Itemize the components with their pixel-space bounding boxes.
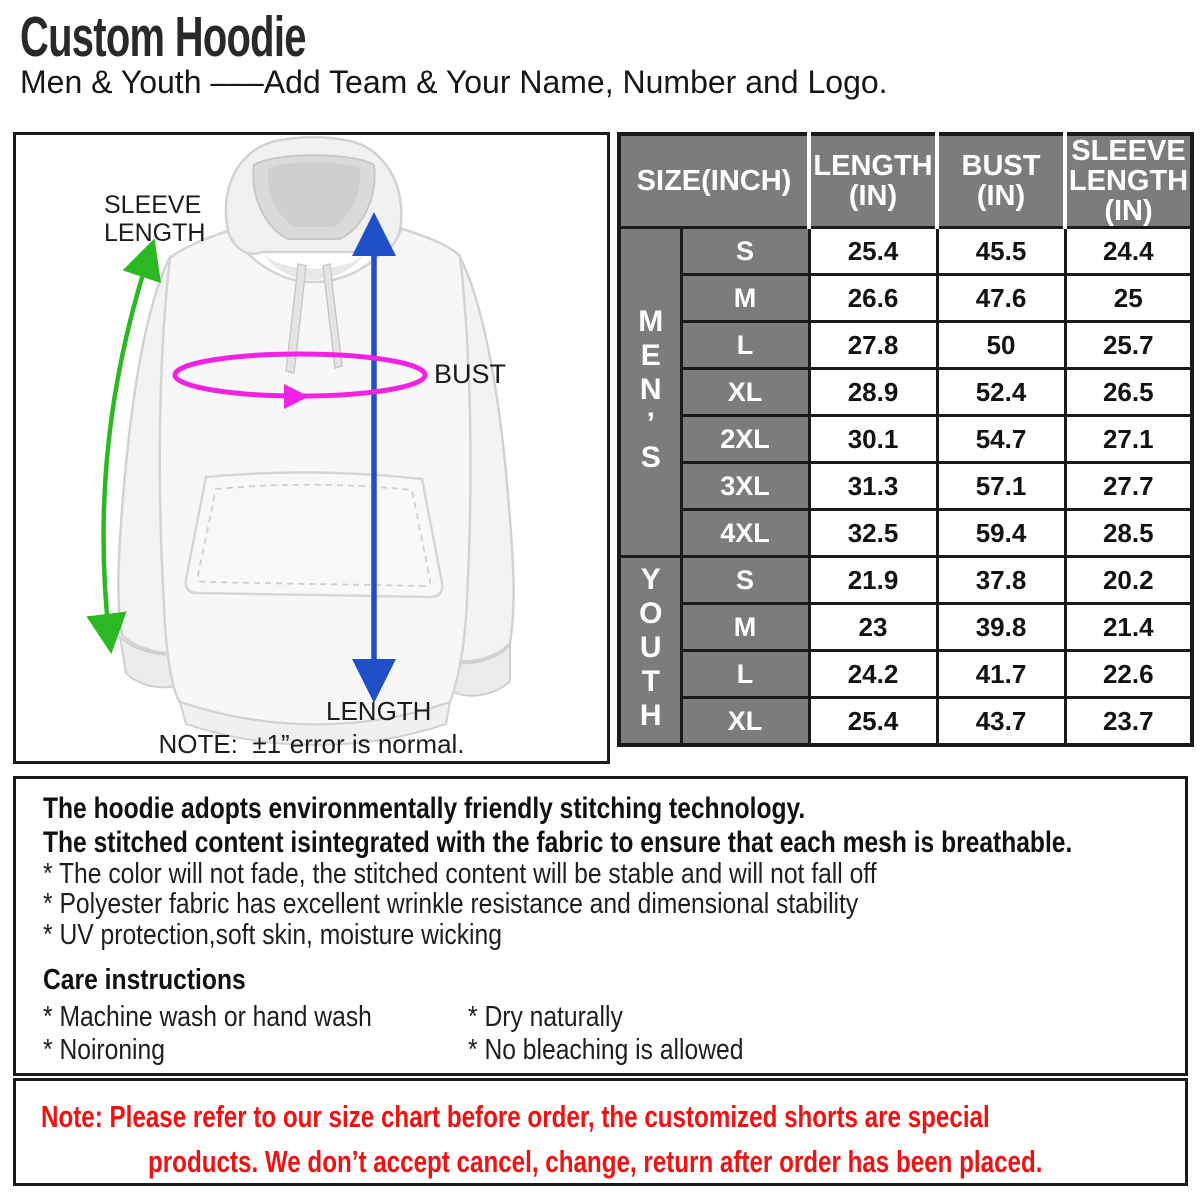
tolerance-note: NOTE: ±1”error is normal. xyxy=(158,729,465,759)
table-cell: 26.5 xyxy=(1065,369,1192,416)
table-cell: M xyxy=(681,275,809,322)
table-cell: 27.7 xyxy=(1065,463,1192,510)
table-row xyxy=(619,228,1192,275)
bust-ellipse xyxy=(175,354,425,396)
table-cell: 57.1 xyxy=(937,463,1065,510)
table-row xyxy=(619,416,1192,463)
table-cell: XL xyxy=(681,698,809,745)
table-cell: 26.6 xyxy=(809,275,937,322)
care-instructions-title: Care instructions xyxy=(43,963,246,996)
table-cell: 30.1 xyxy=(809,416,937,463)
table-row xyxy=(619,557,1192,604)
size-chart-table xyxy=(617,132,1194,747)
table-cell: L xyxy=(681,322,809,369)
table-cell: S xyxy=(681,228,809,275)
table-cell: 45.5 xyxy=(937,228,1065,275)
table-row xyxy=(619,369,1192,416)
table-cell: L xyxy=(681,651,809,698)
table-cell: 31.3 xyxy=(809,463,937,510)
table-cell: 24.2 xyxy=(809,651,937,698)
order-note-line: Note: Please refer to our size chart before order, the customized shorts are special xyxy=(41,1099,990,1134)
table-row xyxy=(619,275,1192,322)
sleeve-length-label: SLEEVE LENGTH xyxy=(104,191,206,247)
table-cell: 27.8 xyxy=(809,322,937,369)
column-header-length: LENGTH (IN) xyxy=(809,134,937,228)
table-cell: 52.4 xyxy=(937,369,1065,416)
table-cell: 21.9 xyxy=(809,557,937,604)
column-header-sleeve: SLEEVE LENGTH (IN) xyxy=(1065,134,1192,228)
table-row xyxy=(619,510,1192,557)
table-cell: 25 xyxy=(1065,275,1192,322)
table-cell: 32.5 xyxy=(809,510,937,557)
column-header-size: SIZE(INCH) xyxy=(619,134,809,228)
table-cell: 39.8 xyxy=(937,604,1065,651)
table-cell: 47.6 xyxy=(937,275,1065,322)
table-cell: 20.2 xyxy=(1065,557,1192,604)
table-cell: 54.7 xyxy=(937,416,1065,463)
description-bold-line: The stitched content isintegrated with the fabric to ensure that each mesh is breathable. xyxy=(43,825,1073,859)
table-cell: 28.9 xyxy=(809,369,937,416)
table-cell: 27.1 xyxy=(1065,416,1192,463)
bust-label: BUST xyxy=(434,359,507,389)
table-cell: 43.7 xyxy=(937,698,1065,745)
table-row xyxy=(619,698,1192,745)
table-cell: 50 xyxy=(937,322,1065,369)
table-cell: 23 xyxy=(809,604,937,651)
sleeve-length-arrow xyxy=(104,249,151,643)
table-cell: 22.6 xyxy=(1065,651,1192,698)
table-row xyxy=(619,463,1192,510)
table-cell: 41.7 xyxy=(937,651,1065,698)
description-bullet: * UV protection,soft skin, moisture wicking xyxy=(43,918,502,951)
table-cell: 3XL xyxy=(681,463,809,510)
order-note-panel xyxy=(13,1078,1188,1186)
table-row xyxy=(619,604,1192,651)
table-cell: 25.7 xyxy=(1065,322,1192,369)
care-item: * Dry naturally xyxy=(468,1000,623,1033)
care-item: * Noironing xyxy=(43,1034,165,1067)
order-note-line: products. We don’t accept cancel, change, return after order has been placed. xyxy=(148,1143,1043,1179)
table-row xyxy=(619,651,1192,698)
column-header-bust: BUST (IN) xyxy=(937,134,1065,228)
product-description-panel xyxy=(13,776,1188,1076)
length-label: LENGTH xyxy=(326,696,432,726)
group-label-mens: MEN’S xyxy=(619,228,681,557)
table-cell: 59.4 xyxy=(937,510,1065,557)
table-cell: 2XL xyxy=(681,416,809,463)
table-cell: 25.4 xyxy=(809,698,937,745)
page-title-text: Custom Hoodie xyxy=(20,5,306,69)
table-cell: 4XL xyxy=(681,510,809,557)
table-row xyxy=(619,322,1192,369)
table-cell: 28.5 xyxy=(1065,510,1192,557)
table-cell: 37.8 xyxy=(937,557,1065,604)
table-cell: 25.4 xyxy=(809,228,937,275)
description-bullet: * The color will not fade, the stitched content will be stable and will not fall off xyxy=(43,858,877,891)
table-cell: XL xyxy=(681,369,809,416)
table-cell: 21.4 xyxy=(1065,604,1192,651)
description-bullet: * Polyester fabric has excellent wrinkle resistance and dimensional stability xyxy=(43,888,859,921)
care-instructions-list xyxy=(43,1001,1167,1068)
table-cell: 24.4 xyxy=(1065,228,1192,275)
table-cell: S xyxy=(681,557,809,604)
measurement-diagram-panel xyxy=(13,132,610,764)
page-subtitle: Men & Youth –––Add Team & Your Name, Number and Logo. xyxy=(20,64,888,100)
description-bold-line: The hoodie adopts environmentally friendly stitching technology. xyxy=(43,792,806,825)
group-label-youth: YOUTH xyxy=(619,557,681,745)
table-header-row xyxy=(619,134,1192,228)
care-item: * Machine wash or hand wash xyxy=(43,1000,372,1033)
bust-arrowhead xyxy=(284,384,309,409)
table-cell: 23.7 xyxy=(1065,698,1192,745)
care-item: * No bleaching is allowed xyxy=(468,1034,744,1067)
table-cell: M xyxy=(681,604,809,651)
page-title xyxy=(20,4,428,70)
